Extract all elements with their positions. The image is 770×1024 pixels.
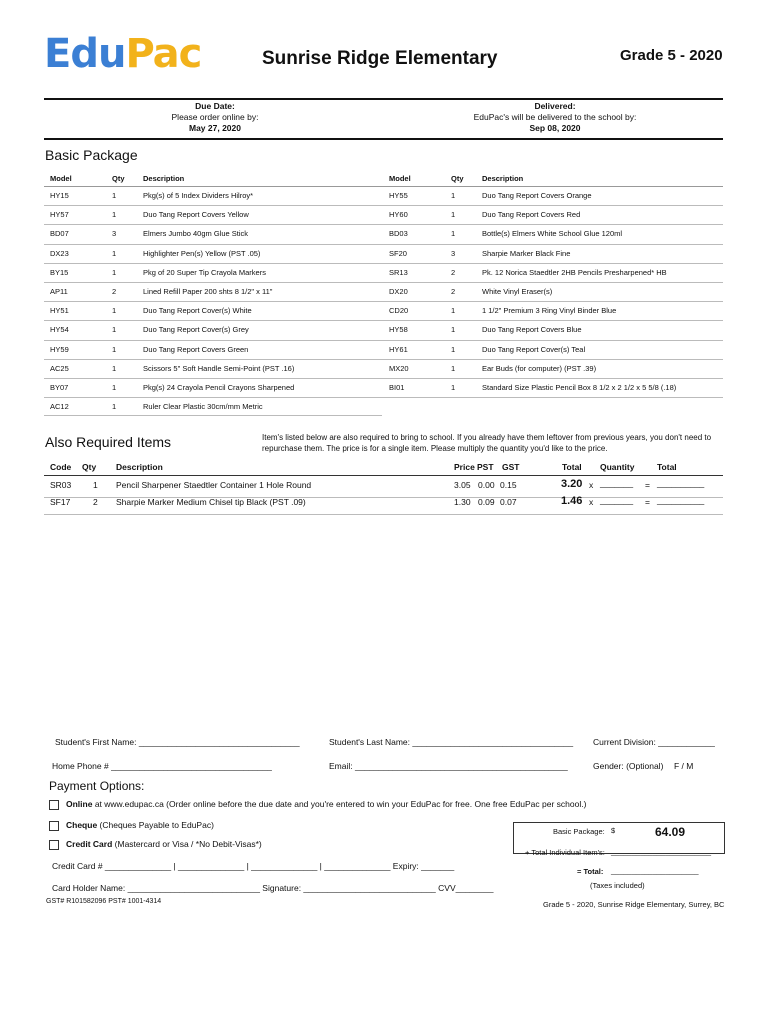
right-qty: 2 (451, 267, 456, 277)
col-description: Description (116, 462, 163, 472)
col-total2: Total (657, 462, 677, 472)
right-description: Standard Size Plastic Pencil Box 8 1/2 x 2 1/2 x 5 5/8 (.18) (482, 382, 677, 392)
also-header-divider (44, 475, 723, 476)
header-model: Model (389, 174, 411, 183)
right-model: BD03 (389, 229, 408, 239)
right-model: SR13 (389, 267, 408, 277)
also-required-title: Also Required Items (45, 434, 172, 450)
left-model: AC12 (50, 402, 69, 412)
basic-package-label: Basic Package: (553, 827, 605, 836)
school-name: Sunrise Ridge Elementary (262, 48, 498, 69)
right-qty: 3 (451, 248, 456, 258)
individual-items-field[interactable]: ________________________ (611, 847, 712, 856)
right-model: HY60 (389, 210, 408, 220)
col-gst: GST (502, 462, 520, 472)
line-total-field[interactable]: __________ (657, 478, 705, 488)
times-sign: x (589, 497, 594, 507)
edupac-logo (44, 31, 202, 77)
right-qty: 1 (451, 210, 456, 220)
grand-total-label: = Total: (577, 867, 604, 876)
basic-row (44, 302, 723, 321)
left-model: AC25 (50, 363, 69, 373)
left-description: Scissors 5" Soft Handle Semi-Point (PST .16) (143, 363, 295, 373)
individual-items-label: + Total Individual Item's: (525, 848, 605, 857)
basic-rows (44, 187, 723, 416)
cheque-checkbox[interactable] (49, 821, 59, 831)
left-model: AP11 (50, 286, 68, 296)
col-pst: PST (477, 462, 494, 472)
right-qty: 1 (451, 344, 456, 354)
item-description: Pencil Sharpener Staedtler Container 1 Hole Round (116, 480, 312, 490)
item-code: SR03 (50, 480, 72, 490)
gender-options[interactable]: F / M (674, 761, 694, 771)
col-code: Code (50, 462, 72, 472)
header-model: Model (50, 174, 72, 183)
left-model: HY59 (50, 344, 69, 354)
right-model: HY55 (389, 191, 408, 200)
left-qty: 1 (112, 325, 117, 335)
left-model: DX23 (50, 248, 69, 258)
right-description: Sharpie Marker Black Fine (482, 248, 571, 258)
credit-card-number-field[interactable]: Credit Card # ______________ | ______________ | ______________ | ______________ Expiry: _______ (52, 861, 455, 871)
credit-card-description: (Mastercard or Visa / *No Debit-Visas*) (114, 839, 262, 849)
left-description: Pkg of 20 Super Tip Crayola Markers (143, 267, 266, 277)
col-price: Price (454, 462, 475, 472)
basic-row (44, 283, 723, 302)
also-row (44, 494, 723, 515)
basic-row (44, 225, 723, 244)
online-option (66, 799, 586, 809)
right-qty: 1 (451, 191, 456, 200)
equals-sign: = (645, 480, 650, 490)
left-qty: 1 (112, 382, 117, 392)
item-pst: 0.00 (478, 480, 495, 490)
tax-registration: GST# R101582096 PST# 1001-4314 (46, 898, 162, 905)
right-description: Duo Tang Report Covers Blue (482, 325, 582, 335)
right-description: Pk. 12 Norica Staedtler 2HB Pencils Presharpened* HB (482, 267, 667, 277)
item-code: SF17 (50, 497, 71, 507)
item-total: 3.20 (561, 478, 583, 490)
right-qty: 1 (451, 229, 456, 239)
right-qty: 1 (451, 306, 456, 316)
left-description: Elmers Jumbo 40gm Glue Stick (143, 229, 249, 239)
item-qty: 2 (93, 497, 98, 507)
right-description: White Vinyl Eraser(s) (482, 286, 553, 296)
cheque-option (66, 820, 214, 830)
due-date-block (150, 101, 280, 134)
first-name-field[interactable]: Student's First Name: __________________________________ (55, 737, 300, 747)
header-description: Description (143, 174, 185, 183)
left-description: Duo Tang Report Covers Green (143, 344, 249, 354)
left-description: Highlighter Pen(s) Yellow (PST .05) (143, 248, 261, 258)
left-model: BD07 (50, 229, 69, 239)
also-header-row (44, 462, 723, 476)
online-checkbox[interactable] (49, 800, 59, 810)
equals-sign: = (645, 497, 650, 507)
basic-row (44, 341, 723, 360)
left-model: BY07 (50, 382, 69, 392)
left-qty: 3 (112, 229, 117, 239)
credit-card-label: Credit Card (66, 839, 113, 849)
delivered-line: EduPac's will be delivered to the school by: (473, 112, 637, 122)
basic-row (44, 187, 723, 206)
delivered-date: Sep 08, 2020 (529, 123, 581, 133)
item-price: 3.05 (454, 480, 471, 490)
email-field[interactable]: Email: _____________________________________________ (329, 761, 568, 771)
last-name-field[interactable]: Student's Last Name: __________________________________ (329, 737, 574, 747)
grand-total-field[interactable]: _____________________ (611, 866, 699, 875)
right-model: DX20 (389, 286, 408, 296)
right-description: 1 1/2" Premium 3 Ring Vinyl Binder Blue (482, 306, 617, 316)
right-model: SF20 (389, 248, 407, 258)
division-field[interactable]: Current Division: ____________ (593, 737, 715, 747)
due-line: Please order online by: (171, 112, 259, 122)
left-model: HY51 (50, 306, 69, 316)
logo-edu: Edu (44, 31, 126, 77)
left-model: HY15 (50, 191, 69, 200)
home-phone-field[interactable]: Home Phone # __________________________________ (52, 761, 272, 771)
basic-header-row (44, 170, 723, 187)
right-description: Bottle(s) Elmers White School Glue 120ml (482, 229, 623, 239)
header-qty: Qty (112, 174, 125, 183)
left-description: Lined Refill Paper 200 shts 8 1/2" x 11" (143, 286, 273, 296)
basic-row (44, 321, 723, 340)
left-description: Ruler Clear Plastic 30cm/mm Metric (143, 402, 263, 412)
basic-row (44, 206, 723, 225)
logo-pac: Pac (125, 31, 202, 77)
right-qty: 1 (451, 363, 456, 373)
header-description: Description (482, 174, 524, 183)
online-label: Online (66, 799, 93, 809)
item-qty: 1 (93, 480, 98, 490)
grade-label: Grade 5 - 2020 (620, 47, 723, 64)
left-model: HY57 (50, 210, 69, 220)
basic-row (44, 264, 723, 283)
item-description: Sharpie Marker Medium Chisel tip Black (PST .09) (116, 497, 306, 507)
right-model: HY58 (389, 325, 408, 335)
right-description: Duo Tang Report Cover(s) Teal (482, 344, 586, 354)
item-gst: 0.07 (500, 497, 517, 507)
left-qty: 2 (112, 286, 117, 296)
row-divider (44, 415, 382, 416)
item-gst: 0.15 (500, 480, 517, 490)
left-description: Duo Tang Report Cover(s) Grey (143, 325, 249, 335)
left-model: HY54 (50, 325, 69, 335)
item-total: 1.46 (561, 495, 583, 507)
item-pst: 0.09 (478, 497, 495, 507)
payment-options-title: Payment Options: (49, 779, 145, 793)
right-qty: 1 (451, 382, 456, 392)
basic-row (44, 360, 723, 379)
online-description: at www.edupac.ca (Order online before the due date and you're entered to win your EduPac for free. One free EduPac per school.) (94, 799, 587, 809)
right-description: Ear Buds (for computer) (PST .39) (482, 363, 597, 373)
basic-package-total: 64.09 (655, 825, 686, 839)
line-total-field[interactable]: __________ (657, 495, 705, 505)
basic-package-title: Basic Package (45, 147, 138, 163)
left-model: BY15 (50, 267, 69, 277)
header-qty: Qty (451, 174, 464, 183)
taxes-included-note: (Taxes included) (590, 881, 645, 890)
item-price: 1.30 (454, 497, 471, 507)
right-model: CD20 (389, 306, 409, 316)
left-description: Pkg(s) 24 Crayola Pencil Crayons Sharpened (143, 382, 295, 392)
delivered-block (455, 101, 655, 134)
cheque-label: Cheque (66, 820, 98, 830)
left-qty: 1 (112, 306, 117, 316)
right-model: HY61 (389, 344, 408, 354)
col-total: Total (562, 462, 582, 472)
left-qty: 1 (112, 267, 117, 277)
basic-package-table (44, 170, 723, 416)
basic-row (44, 379, 723, 398)
also-required-note: Item's listed below are also required to bring to school. If you already have them leftover from previous years, you don't need to repurchase them. The price is for a single item. Please multiply the quantity you'd like to the price. (262, 433, 712, 453)
currency-symbol: $ (611, 826, 616, 835)
left-qty: 1 (112, 191, 117, 200)
right-description: Duo Tang Report Covers Red (482, 210, 581, 220)
left-qty: 1 (112, 344, 117, 354)
left-description: Duo Tang Report Covers Yellow (143, 210, 249, 220)
gender-label: Gender: (Optional) (593, 761, 664, 771)
footer-grade-school: Grade 5 - 2020, Sunrise Ridge Elementary, Surrey, BC (543, 900, 725, 909)
left-description: Pkg(s) of 5 Index Dividers Hilroy* (143, 191, 254, 200)
left-qty: 1 (112, 402, 117, 412)
dates-divider (44, 138, 723, 140)
right-qty: 1 (451, 325, 456, 335)
delivered-title: Delivered: (534, 101, 576, 111)
cheque-description: (Cheques Payable to EduPac) (99, 820, 214, 830)
left-qty: 1 (112, 248, 117, 258)
due-date: May 27, 2020 (189, 123, 241, 133)
quantity-field[interactable]: _______ (600, 495, 634, 505)
header-divider (44, 98, 723, 100)
quantity-field[interactable]: _______ (600, 478, 634, 488)
left-qty: 1 (112, 363, 117, 373)
times-sign: x (589, 480, 594, 490)
due-title: Due Date: (195, 101, 235, 111)
basic-row (44, 398, 723, 416)
credit-card-option (66, 839, 262, 849)
basic-row (44, 245, 723, 264)
left-qty: 1 (112, 210, 117, 220)
col-qty: Qty (82, 462, 97, 472)
right-description: Duo Tang Report Covers Orange (482, 191, 592, 200)
right-model: BI01 (389, 382, 405, 392)
right-model: MX20 (389, 363, 409, 373)
col-quantity: Quantity (600, 462, 635, 472)
left-description: Duo Tang Report Cover(s) White (143, 306, 252, 316)
card-holder-field[interactable]: Card Holder Name: ____________________________ Signature: ____________________________ CVV________ (52, 883, 494, 893)
credit-card-checkbox[interactable] (49, 840, 59, 850)
right-qty: 2 (451, 286, 456, 296)
